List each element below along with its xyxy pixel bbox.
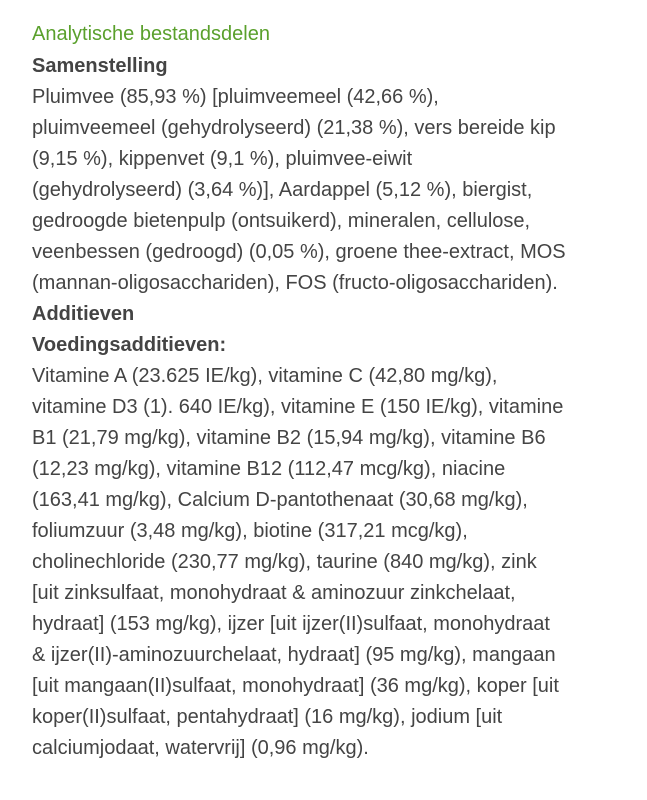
composition-heading: Samenstelling: [32, 55, 168, 77]
additives-heading: Additieven: [32, 303, 135, 325]
section-title: Analytische bestandsdelen: [32, 23, 270, 45]
additives-text: Vitamine A (23.625 IE/kg), vitamine C (42,80 mg/kg), vitamine D3 (1). 640 IE/kg), vitamine E (150 IE/kg), vitamine B1 (21,79 mg/kg), vitamine B2 (15,94 mg/kg), vitamine B6 (12,23 mg/kg), vitamine B12 (112,47 mcg/kg), niacine (163,41 mg/kg), Calcium D-pantothenaat (30,68 mg/kg), foliumzuur (3,48 mg/kg), biotine (317,21 mcg/kg), cholinechloride (230,77 mg/kg), taurine (840 mg/kg), zink [uit zinksulfaat, monohydraat & aminozuur zinkchelaat, hydraat] (153 mg/kg), ijzer [uit ijzer(II)sulfaat, monohydraat & ijzer(II)-aminozuurchelaat, hydraat] (95 mg/kg), mangaan [uit mangaan(II)sulfaat, monohydraat] (36 mg/kg), koper [uit koper(II)sulfaat, pentahydraat] (16 mg/kg), jodium [uit calciumjodaat, watervrij] (0,96 mg/kg).: [32, 365, 564, 759]
nutritional-additives-heading: Voedingsadditieven:: [32, 334, 227, 356]
composition-text: Pluimvee (85,93 %) [pluimveemeel (42,66 %), pluimveemeel (gehydrolyseerd) (21,38 %), vers bereide kip (9,15 %), kippenvet (9,1 %), pluimvee-eiwit (gehydrolyseerd) (3,64 %)], Aardappel (5,12 %), biergist, gedroogde bietenpulp (ontsuikerd), mineralen, cellulose, veenbessen (gedroogd) (0,05 %), groene thee-extract, MOS (mannan-oligosacchariden), FOS (fructo-oligosacchariden).: [32, 86, 566, 294]
